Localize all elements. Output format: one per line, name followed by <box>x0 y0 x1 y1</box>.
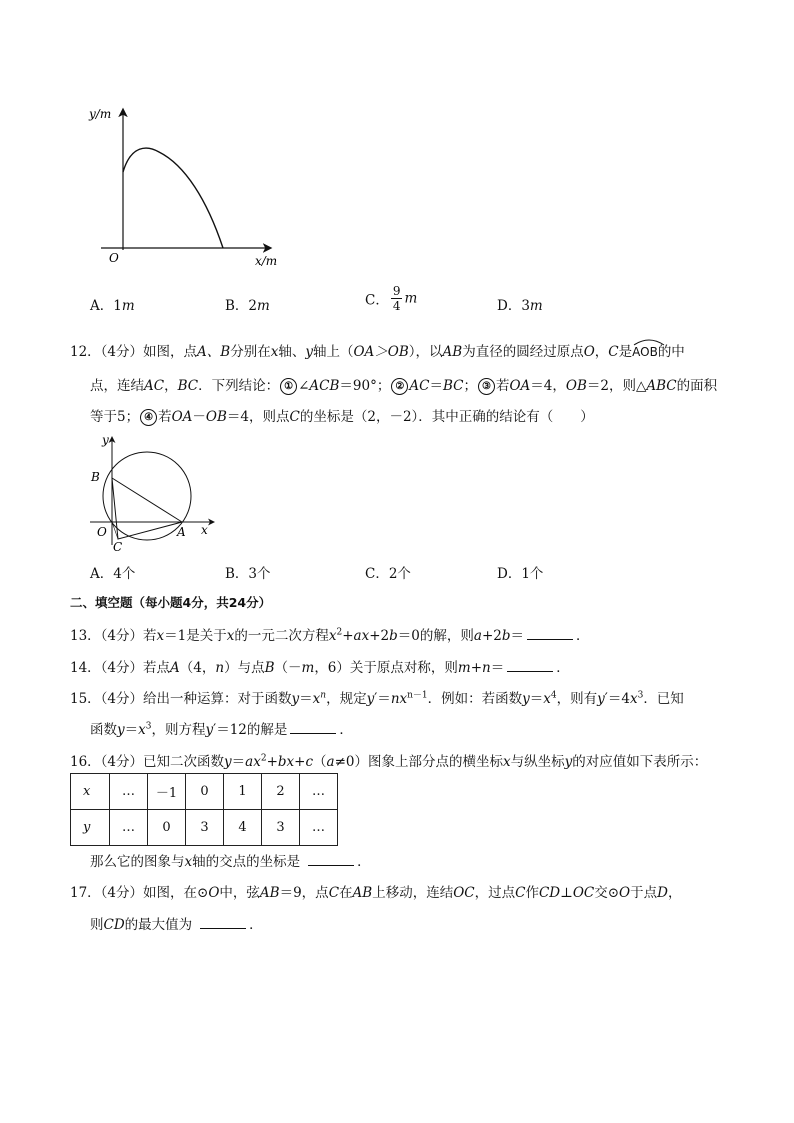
text: ． <box>556 660 570 676</box>
section-heading: 二、填空题（每小题4分，共24分） <box>70 595 272 610</box>
q14 <box>70 656 570 676</box>
text: ≠0）图象上部分点的横坐标 <box>334 754 503 770</box>
option-unit: m <box>121 298 135 314</box>
text: a <box>326 754 335 770</box>
superscript: 3 <box>637 690 644 701</box>
option-unit: m <box>529 298 543 314</box>
text: x <box>328 628 337 644</box>
text: + <box>294 754 306 770</box>
q12-label-a: A <box>177 525 186 539</box>
text: 那么它的图象与 <box>90 854 185 870</box>
text: x <box>503 754 511 770</box>
fraction-numerator: 9 <box>392 284 401 298</box>
text: 则 <box>90 917 104 933</box>
superscript: n <box>320 690 327 701</box>
text: （－ <box>274 660 302 676</box>
text: ＝ <box>231 754 246 770</box>
text: ．例如：若函数 <box>427 691 523 707</box>
text: OB <box>205 409 227 425</box>
text: ＝90°； <box>339 378 391 394</box>
table-cell: … <box>110 774 148 810</box>
text: ＝4， <box>530 378 566 394</box>
q12-line-2 <box>90 374 717 395</box>
q12-label-b: B <box>91 470 100 484</box>
text: c <box>305 754 314 770</box>
text: ． <box>249 917 263 933</box>
text: 在 <box>339 885 353 901</box>
arc-aob <box>632 344 658 360</box>
text: 13．（4分）若 <box>70 628 157 644</box>
option-text: 1个 <box>521 566 544 582</box>
table-row <box>71 810 338 846</box>
text: C <box>515 885 526 901</box>
table-cell: … <box>110 810 148 846</box>
text: 上移动，连结 <box>372 885 454 901</box>
table-cell: 0 <box>148 810 186 846</box>
text: n <box>482 660 491 676</box>
text: ABC <box>646 378 677 394</box>
answer-blank[interactable] <box>527 627 573 640</box>
text: C <box>608 344 619 360</box>
text: n <box>215 660 225 676</box>
text: 交⊙ <box>594 885 620 901</box>
table-cell: －1 <box>148 774 186 810</box>
q12-label-c: C <box>113 540 123 554</box>
answer-blank[interactable] <box>290 721 336 734</box>
option-value: 3 <box>521 298 530 314</box>
text: y <box>224 754 232 770</box>
text: ′＝4 <box>604 691 630 707</box>
option-letter: A． <box>90 566 114 582</box>
answer-blank[interactable] <box>200 916 246 929</box>
table-cell: 0 <box>186 774 224 810</box>
text: ． <box>357 854 371 870</box>
text: 轴的交点的坐标是 <box>192 854 301 870</box>
text: ． <box>576 628 590 644</box>
text: ， <box>594 344 609 360</box>
q12-line-1 <box>70 340 685 360</box>
q12-label-y: y <box>102 433 109 447</box>
text: +2 <box>369 628 390 644</box>
text: 等于5； <box>90 409 140 425</box>
text: 16．（4分）已知二次函数 <box>70 754 225 770</box>
text: ⊥ <box>560 885 573 901</box>
text: + <box>342 628 354 644</box>
text: OA <box>171 409 193 425</box>
q11-curve <box>123 148 223 248</box>
q11-x-label: x/m <box>255 254 278 268</box>
superscript: 4 <box>550 690 557 701</box>
text: y <box>597 691 605 707</box>
text: b <box>389 628 398 644</box>
text: ．已知 <box>643 691 684 707</box>
table-cell: 3 <box>262 810 300 846</box>
text: y <box>205 722 214 738</box>
text: ，过点 <box>474 885 516 901</box>
text: ＝9，点 <box>279 885 329 901</box>
text: y <box>522 691 530 707</box>
text: ＝ <box>510 628 524 644</box>
option-fraction <box>391 284 403 313</box>
text: A、B <box>197 344 231 360</box>
option-unit: m <box>404 290 418 307</box>
q12-figure <box>85 430 225 555</box>
text: m <box>457 660 471 676</box>
text: （4， <box>179 660 216 676</box>
text: y <box>291 691 300 707</box>
text: ．下列结论： <box>198 378 280 394</box>
text: 函数 <box>90 722 117 738</box>
option-letter: D． <box>497 566 522 582</box>
text: ． <box>339 722 353 738</box>
text: BC <box>177 378 199 394</box>
text: ＝1是关于 <box>164 628 227 644</box>
option-unit: m <box>257 298 270 314</box>
table-cell: y <box>71 810 110 846</box>
text: AC <box>409 378 430 394</box>
text: x <box>543 691 551 707</box>
option-letter: B． <box>225 566 249 582</box>
text: x <box>138 722 146 738</box>
q12-option-d[interactable] <box>497 562 543 582</box>
text: C <box>289 409 300 425</box>
text: ∠ACB <box>298 378 340 394</box>
text: b <box>501 628 511 644</box>
q12-label-o: O <box>97 525 107 539</box>
text: 轴、 <box>278 344 306 360</box>
q11-option-d[interactable] <box>497 294 543 314</box>
text: x <box>270 344 279 360</box>
text: AC <box>144 378 165 394</box>
text: 与纵坐标 <box>510 754 565 770</box>
fraction-denominator: 4 <box>392 299 401 313</box>
option-letter: C． <box>365 292 389 309</box>
option-letter: D． <box>497 298 522 314</box>
text: 轴上（ <box>312 344 354 360</box>
text: ＝4，则点 <box>226 409 290 425</box>
text: y <box>564 754 573 770</box>
text: x <box>312 691 321 707</box>
text: nx <box>390 691 408 707</box>
text: 的最大值为 <box>124 917 193 933</box>
text: y <box>305 344 313 360</box>
superscript: 2 <box>260 753 267 764</box>
q15-line-2 <box>90 718 353 738</box>
text: ax <box>353 628 370 644</box>
text: x <box>226 628 235 644</box>
text: AB <box>259 885 280 901</box>
superscript: 2 <box>336 627 343 638</box>
text: 的坐标是（2，－2）．其中正确的结论有（ ） <box>299 409 594 425</box>
q11-option-a[interactable] <box>90 294 135 314</box>
circled-2-icon: ② <box>391 378 408 395</box>
text: 的对应值如下表所示： <box>572 754 708 770</box>
option-text: 3个 <box>248 566 271 582</box>
text: CD <box>538 885 561 901</box>
text: ＝ <box>529 691 544 707</box>
option-letter: A． <box>90 298 114 314</box>
text: 分别在 <box>230 344 271 360</box>
table-row <box>71 774 338 810</box>
text: B <box>264 660 275 676</box>
text: m <box>301 660 315 676</box>
text: 17．（4分）如图，在⊙ <box>70 885 209 901</box>
q12-triangle <box>112 478 182 539</box>
q12-option-c[interactable] <box>365 562 411 582</box>
text: OA＞OB <box>353 344 409 360</box>
text: 是 <box>618 344 633 360</box>
text: AB <box>352 885 373 901</box>
text: O <box>619 885 631 901</box>
text: ，则有 <box>556 691 598 707</box>
text: 若 <box>495 378 510 394</box>
text: 的一元二次方程 <box>234 628 329 644</box>
text: ＝ <box>124 722 139 738</box>
table-cell: 1 <box>224 774 262 810</box>
text: OA <box>509 378 531 394</box>
option-value: 1 <box>113 298 122 314</box>
superscript: n－1 <box>407 690 428 701</box>
text: ，6）关于原点对称，则 <box>314 660 458 676</box>
q12-label-x: x <box>201 523 208 537</box>
text: + <box>266 754 278 770</box>
text: ＝0的解，则 <box>397 628 474 644</box>
q12-option-a[interactable] <box>90 562 135 582</box>
q11-graph <box>85 100 295 270</box>
q11-origin: O <box>109 251 119 265</box>
option-text: 4个 <box>113 566 136 582</box>
q11-option-b[interactable] <box>225 294 270 314</box>
text: ，规定 <box>326 691 367 707</box>
q16 <box>70 750 707 770</box>
text: OC <box>453 885 475 901</box>
superscript: 3 <box>145 721 152 732</box>
text: 中，弦 <box>219 885 260 901</box>
text: x <box>629 691 638 707</box>
text: ， <box>667 885 682 901</box>
text: y <box>366 691 375 707</box>
text: ＝2，则△ <box>586 378 647 394</box>
q16-value-table <box>70 773 338 846</box>
text: － <box>192 409 206 425</box>
text: OC <box>572 885 595 901</box>
text: ＝ <box>429 378 443 394</box>
text: ）与点 <box>224 660 265 676</box>
text: + <box>470 660 483 676</box>
text: ′＝12的解是 <box>213 722 288 738</box>
table-cell: 3 <box>186 810 224 846</box>
text: y <box>117 722 125 738</box>
q11-option-c[interactable] <box>365 284 417 313</box>
text: +2 <box>481 628 502 644</box>
text: a <box>473 628 482 644</box>
text: BC <box>442 378 464 394</box>
text: 12．（4分）如图，点 <box>70 344 198 360</box>
text: x <box>184 854 193 870</box>
text: x <box>156 628 165 644</box>
option-letter: B． <box>225 298 249 314</box>
answer-blank[interactable] <box>308 853 354 866</box>
circled-1-icon: ① <box>280 378 297 395</box>
option-value: 2 <box>248 298 258 314</box>
text: 为直径的圆经过原点 <box>462 344 584 360</box>
q17-line-1 <box>70 881 681 901</box>
text: ，则方程 <box>151 722 206 738</box>
table-cell: x <box>71 774 110 810</box>
text: bx <box>277 754 295 770</box>
q15-line-1 <box>70 687 684 707</box>
text: AB <box>442 344 463 360</box>
text: ＝ <box>299 691 313 707</box>
text: 的面积 <box>676 378 718 394</box>
option-letter: C． <box>365 566 389 582</box>
text: ax <box>245 754 261 770</box>
text: ′＝ <box>374 691 391 707</box>
text: 14．（4分）若点 <box>70 660 171 676</box>
table-cell: 4 <box>224 810 262 846</box>
text: 点，连结 <box>90 378 144 394</box>
circled-3-icon: ③ <box>478 378 495 395</box>
table-cell: … <box>300 774 338 810</box>
q12-line-3 <box>90 405 594 426</box>
answer-blank[interactable] <box>507 659 553 672</box>
text: 的中 <box>657 344 685 360</box>
text: 若 <box>158 409 172 425</box>
option-text: 2个 <box>388 566 411 582</box>
text: 于点 <box>630 885 658 901</box>
arc-mark-icon <box>632 337 666 346</box>
text: A <box>170 660 180 676</box>
q13 <box>70 624 590 644</box>
arc-label: AOB <box>632 345 658 359</box>
q17-line-2 <box>90 913 263 933</box>
table-cell: 2 <box>262 774 300 810</box>
text: ＝ <box>490 660 505 676</box>
text: O <box>583 344 595 360</box>
text: ， <box>164 378 178 394</box>
text: 15．（4分）给出一种运算：对于函数 <box>70 691 292 707</box>
table-cell: … <box>300 810 338 846</box>
text: ），以 <box>408 344 443 360</box>
text: D <box>657 885 668 901</box>
q11-y-label: y/m <box>89 107 112 121</box>
q12-option-b[interactable] <box>225 562 271 582</box>
circled-4-icon: ④ <box>140 409 157 426</box>
text: O <box>208 885 220 901</box>
text: CD <box>103 917 125 933</box>
text: 作 <box>525 885 539 901</box>
q16-after <box>90 850 371 870</box>
text: OB <box>565 378 587 394</box>
text: C <box>328 885 340 901</box>
text: ； <box>463 378 477 394</box>
text: （ <box>313 754 327 770</box>
